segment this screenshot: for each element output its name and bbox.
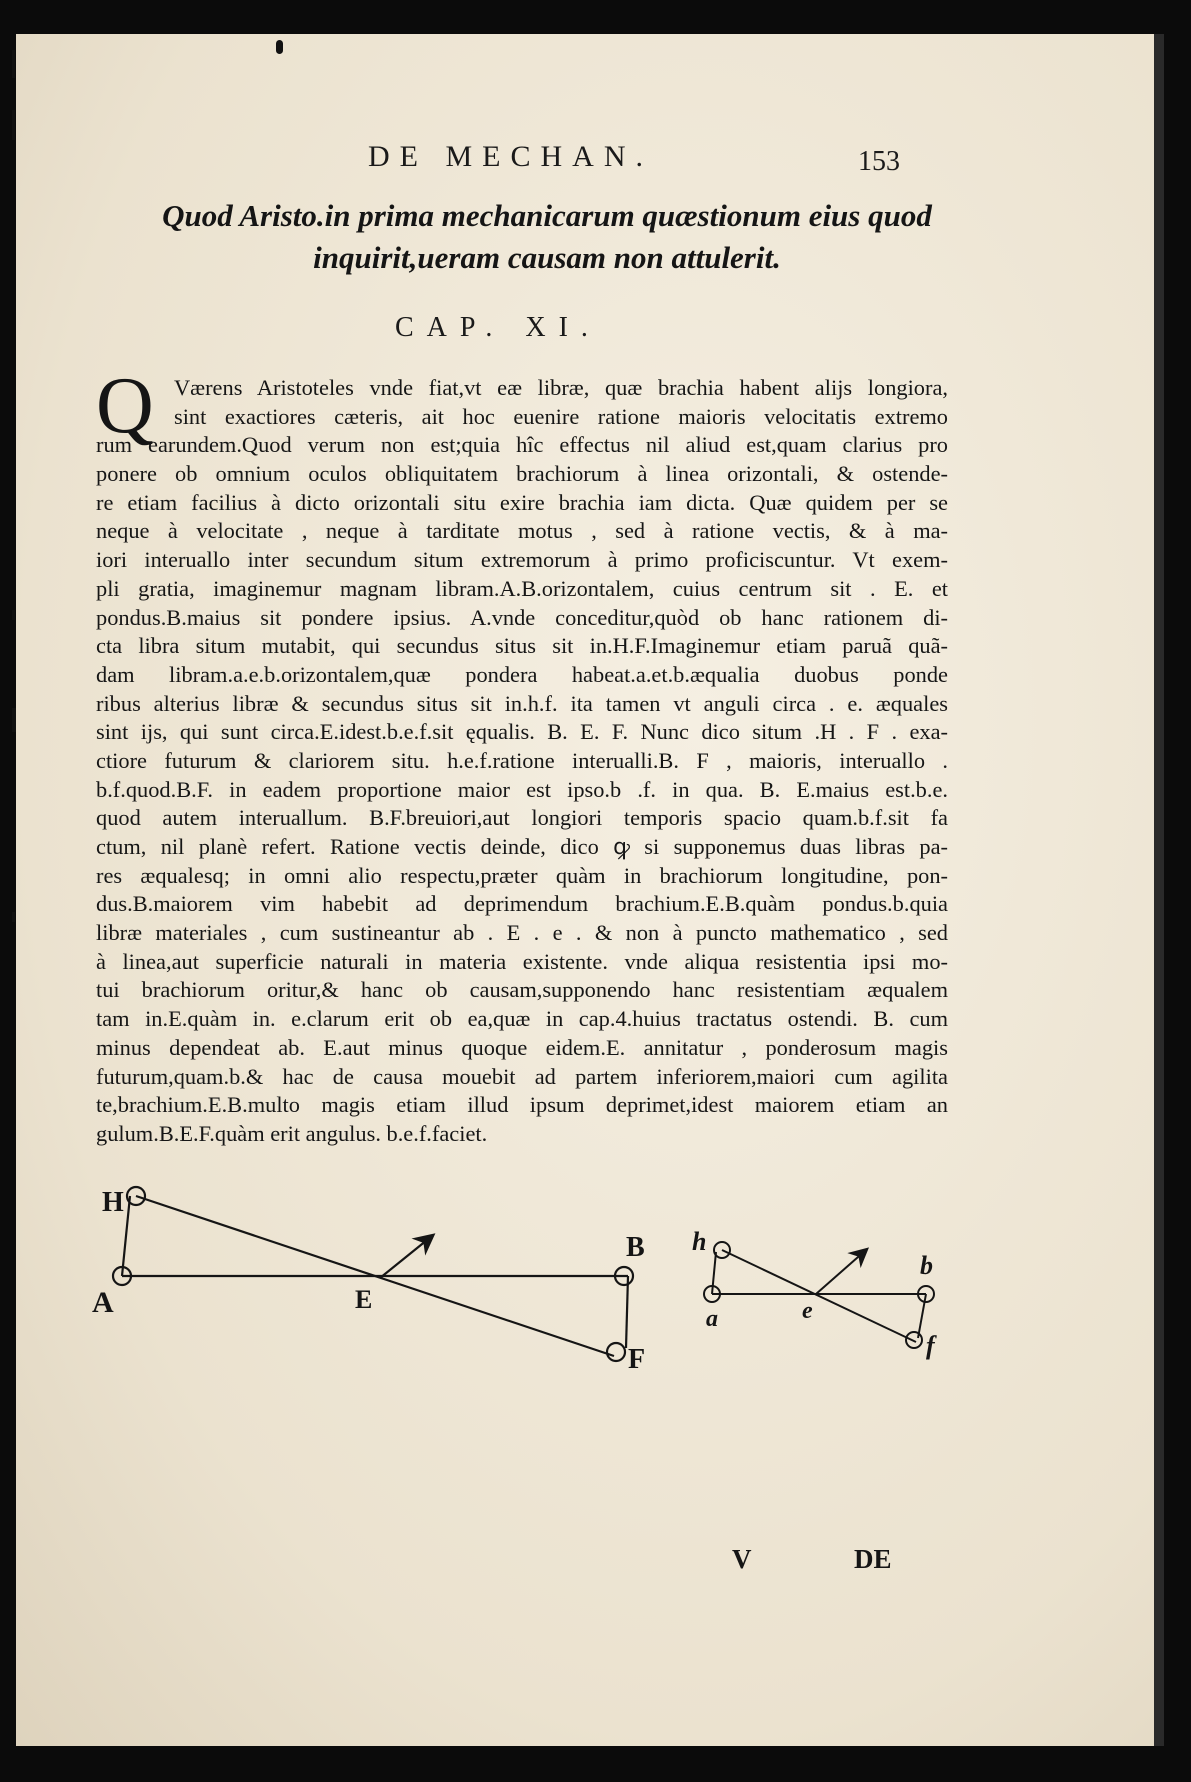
body-line: libræ materiales , cum sustineantur ab . E . e . & non à puncto mathematico , sed bbox=[96, 920, 948, 946]
body-line: dus.B.maiorem vim habebit ad deprimendum brachium.E.B.quàm pondus.b.quia bbox=[96, 891, 948, 917]
figure-label: A bbox=[92, 1286, 114, 1319]
ink-spot bbox=[276, 40, 283, 54]
figure-label: F bbox=[628, 1344, 646, 1375]
body-line: res æqualesq; in omni alio respectu,præter quàm in brachiorum longitudine, pon- bbox=[96, 862, 948, 888]
weight-string-right bbox=[626, 1276, 628, 1348]
body-line: re etiam facilius à dicto orizontali situ exire brachia iam dicta. Quæ quidem per se bbox=[96, 489, 948, 515]
margin-mark bbox=[12, 50, 15, 78]
signature-mark: V bbox=[732, 1544, 752, 1574]
margin-mark bbox=[12, 912, 15, 922]
figure-label: B bbox=[626, 1232, 645, 1263]
body-line: dam libram.a.e.b.orizontalem,quæ pondera habeat.a.et.b.æqualia duobus ponde bbox=[96, 661, 948, 687]
body-line: ctum, nil planè refert. Ratione vectis deinde, dico ꝙ si supponemus duas libras pa- bbox=[96, 834, 948, 859]
figure-label: e bbox=[802, 1298, 813, 1324]
balance-beam-tilted bbox=[722, 1250, 916, 1342]
body-line: futurum,quam.b.& hac de causa mouebit ad partem inferiorem,maiori cum agilita bbox=[96, 1063, 948, 1089]
weight-circle bbox=[607, 1343, 625, 1361]
margin-mark bbox=[12, 708, 16, 732]
body-line: gulum.B.E.F.quàm erit angulus. b.e.f.faciet. bbox=[96, 1120, 488, 1146]
body-line: te,brachium.E.B.multo magis etiam illud ipsum deprimet,idest maiorem etiam an bbox=[96, 1092, 948, 1118]
small-balance-figure bbox=[704, 1242, 934, 1348]
body-line: minus dependeat ab. E.aut minus quoque eidem.E. annitatur , ponderosum magis bbox=[96, 1034, 948, 1060]
body-text bbox=[96, 374, 948, 1149]
catchword: DE bbox=[854, 1544, 892, 1574]
body-line: pondus.B.maius sit pondere ipsius. A.vnde conceditur,quòd ob hanc rationem di- bbox=[96, 604, 948, 630]
body-line: rum earundem.Quod verum non est;quia hîc effectus nil aliud est,quam clarius pro bbox=[96, 432, 948, 458]
page-number: 153 bbox=[858, 146, 900, 177]
figure-label: E bbox=[355, 1285, 373, 1314]
body-line: Værens Aristoteles vnde fiat,vt eæ libræ, quæ brachia habent alijs longiora, bbox=[174, 375, 948, 400]
chapter-number: CAP. XI. bbox=[395, 312, 601, 343]
body-line: pli gratia, imaginemur magnam libram.A.B.orizontalem, cuius centrum sit . E. et bbox=[96, 575, 948, 601]
body-line: ponere ob omnium oculos obliquitatem brachiorum à linea orizontali, & ostende- bbox=[96, 461, 948, 487]
chapter-title bbox=[132, 195, 962, 279]
body-line: sint ijs, qui sunt circa.E.idest.b.e.f.sit ęqualis. B. E. F. Nunc dico situm .H . F . exa- bbox=[96, 719, 948, 745]
body-line: sint exactiores cæteris, ait hoc euenire ratione maioris velocitatis extremo bbox=[174, 403, 948, 429]
body-line: ribus alterius libræ & secundus situs sit in.h.f. ita tamen vt anguli circa . e. æquales bbox=[96, 690, 948, 716]
body-line: ctiore futurum & clariorem situ. h.e.f.ratione interualli.B. F , maioris, interuallo . bbox=[96, 747, 948, 773]
body-line: cta libra situm mutabit, qui secundus situs sit in.H.F.Imaginemur etiam paruã quã- bbox=[96, 633, 948, 659]
margin-mark bbox=[12, 110, 15, 140]
figure-label: H bbox=[102, 1187, 124, 1218]
margin-mark bbox=[12, 610, 15, 620]
body-line: à linea,aut superficie naturali in materia existente. vnde aliqua resistentia ipsi mo- bbox=[96, 948, 948, 974]
drop-cap: Q bbox=[96, 362, 154, 450]
body-line: b.f.quod.B.F. in eadem proportione maior est ipso.b .f. in qua. B. E.maius est.b.e. bbox=[96, 776, 948, 802]
figure-label: b bbox=[920, 1251, 933, 1280]
body-line: quod autem interuallum. B.F.breuiori,aut longiori temporis spacio quam.b.f.sit fa bbox=[96, 805, 948, 831]
figure-label: h bbox=[692, 1227, 707, 1256]
large-balance-figure bbox=[113, 1187, 633, 1361]
chapter-title-line: Quod Aristo.in prima mechanicarum quæstionum eius quod bbox=[162, 198, 932, 233]
body-line: neque à velocitate , neque à tarditate motus , sed à ratione vectis, & à ma- bbox=[96, 518, 948, 544]
direction-arrow bbox=[380, 1236, 432, 1278]
direction-arrow bbox=[816, 1250, 866, 1294]
body-line: tui brachiorum oritur,& hanc ob causam,supponendo hanc resistentiam æqualem bbox=[96, 977, 948, 1003]
body-line: iori interuallo inter secundum situm extremorum à primo proficiscuntur. Vt exem- bbox=[96, 547, 948, 573]
figure-label: a bbox=[706, 1306, 718, 1332]
running-title: DE MECHAN. bbox=[368, 140, 653, 173]
balance-diagrams bbox=[80, 1166, 980, 1386]
chapter-title-line: inquirit,ueram causam non attulerit. bbox=[313, 240, 781, 275]
body-line: tam in.E.quàm in. e.clarum erit ob ea,quæ in cap.4.huius tractatus ostendi. B. cum bbox=[96, 1006, 948, 1032]
figure-label: f bbox=[926, 1331, 935, 1360]
